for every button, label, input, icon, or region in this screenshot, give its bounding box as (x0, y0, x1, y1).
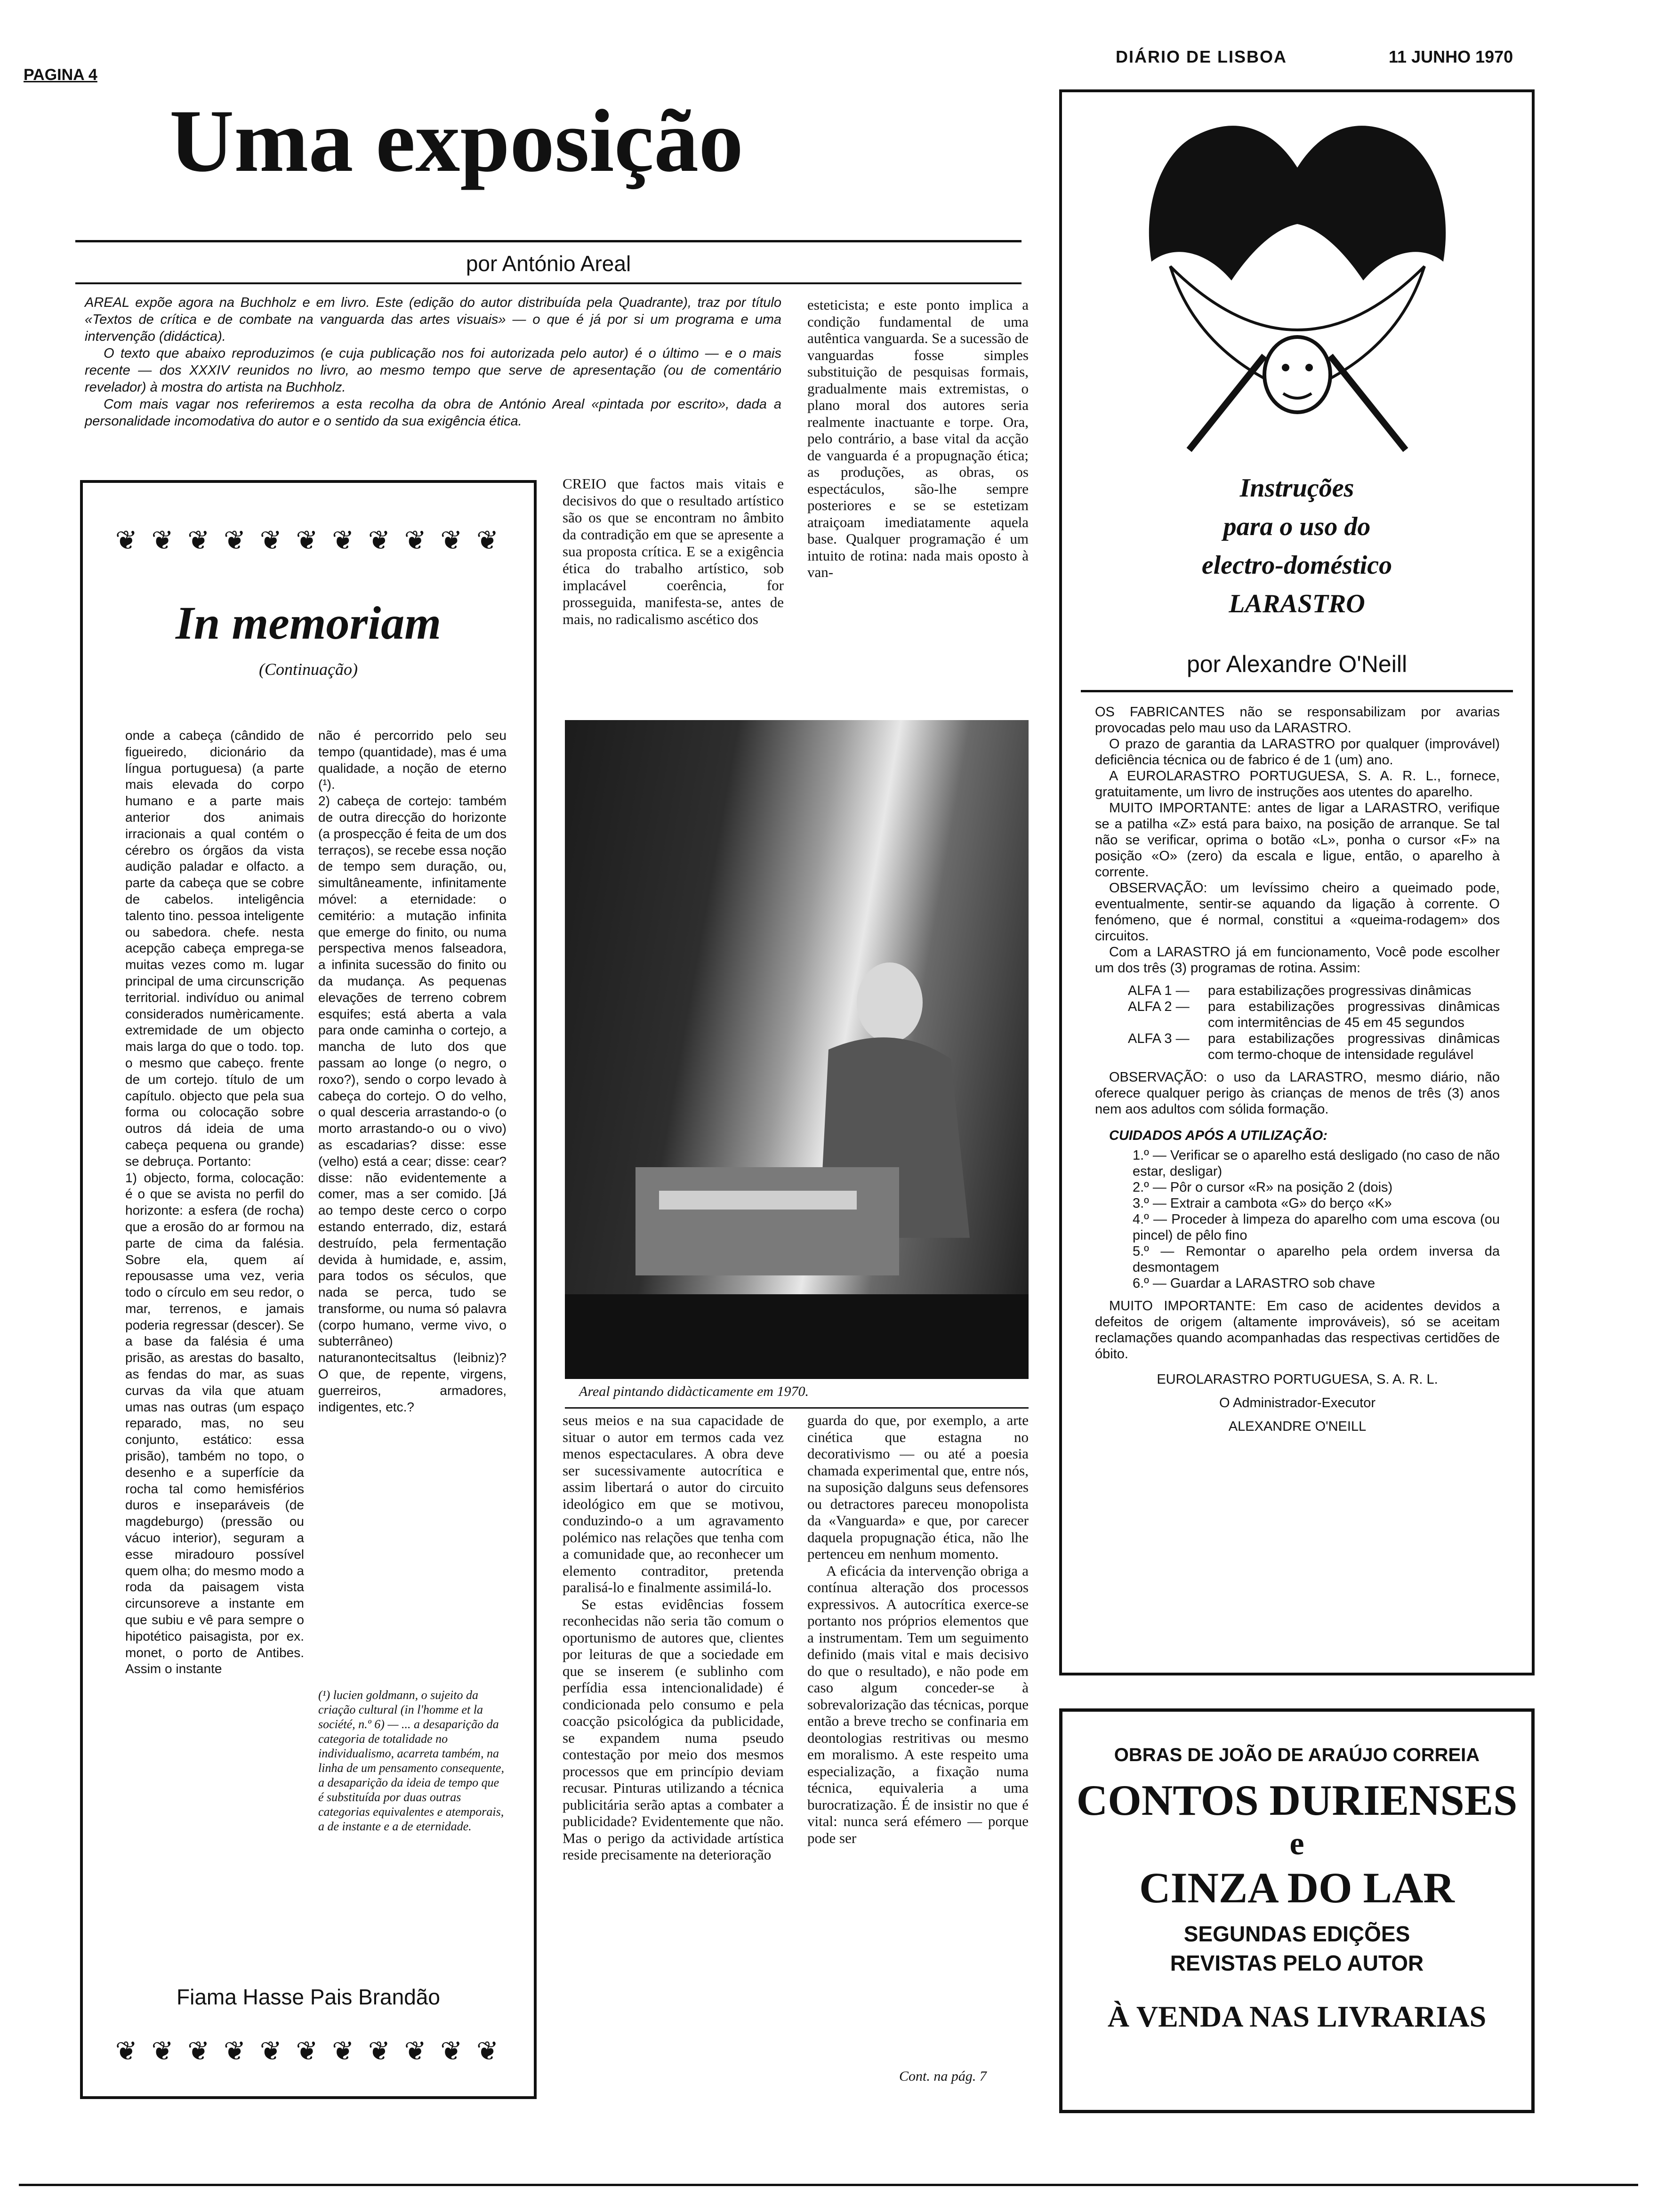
page-label: PAGINA 4 (24, 66, 97, 84)
ornament-bottom-icon: ❦ ❦ ❦ ❦ ❦ ❦ ❦ ❦ ❦ ❦ ❦ (115, 2036, 502, 2067)
page-date: 11 JUNHO 1970 (1389, 47, 1513, 66)
memoriam-footnote: (¹) lucien goldmann, o sujeito da criação cultural (in l'homme et la société, n.º 6) — ... a desaparição da categoria de totalidade no individualismo, acarreta também, na linha de um pensamento consequente, a desaparição da ideia de tempo que é substituída por duas outras categorias equivalentes e atemporais, a de instante e a de eternidade. (318, 1688, 504, 1833)
larastro-title-line: electro-doméstico (1201, 551, 1392, 580)
program-item (1128, 983, 1500, 999)
ad-author-line: OBRAS DE JOÃO DE ARAÚJO CORREIA (1114, 1745, 1480, 1765)
program-desc: para estabilizações progressivas dinâmicas (1208, 983, 1472, 998)
caption-rule (565, 1407, 1029, 1409)
continued-note: Cont. na pág. 7 (899, 2068, 987, 2084)
program-list (1128, 983, 1500, 1063)
article-column-c (563, 1412, 784, 2094)
article-byline: por António Areal (466, 251, 631, 276)
article-column-b: esteticista; e este ponto implica a condição fundamental de uma autêntica vanguarda. Se a sucessão de vanguardas fosse simples substituição de pesquisas formais, gradualmente mais extremistas, o plano moral dos autores seria realmente inactuante e torpe. Ora, pelo contrário, a base vital da acção de vanguarda é a propugnação ética; as produções, as obras, os espectáculos, são-lhe sempre posteriores e se se estetizam atraiçoam imediatamente aquela base. Qualquer programação é um intuito de rotina: nada mais oposto à van- (807, 297, 1029, 580)
ad-revised: REVISTAS PELO AUTOR (1170, 1951, 1424, 1975)
larastro-title-line: Instruções (1239, 473, 1354, 503)
larastro-byline: por Alexandre O'Neill (1186, 651, 1408, 677)
care-item: 3.º — Extrair a cambota «G» do berço «K» (1133, 1196, 1392, 1211)
program-desc: para estabilizações progressivas dinâmicas com termo-choque de intensidade regulável (1208, 1031, 1500, 1062)
signature-name: ALEXANDRE O'NEILL (1228, 1419, 1367, 1434)
care-item: 6.º — Guardar a LARASTRO sob chave (1133, 1276, 1375, 1291)
larastro-body (1095, 704, 1500, 1435)
memoriam-column-left: onde a cabeça (cândido de figueiredo, dicionário da língua portuguesa) (a parte mais elevada do corpo humano e a parte mais anterior dos animais irracionais a qual contém o cérebro os órgãos da vista audição paladar e olfacto. a parte da cabeça que se cobre de cabelos. inteligência talento tino. pessoa inteligente ou sabedora. chefe. nesta acepção cabeça emprega-se muitas vezes como m. lugar principal de uma circunscrição territorial. indivíduo ou animal considerados numèricamente. extremidade de um objecto mais larga do que o todo. top. o mesmo que cabeço. frente de um cortejo. título de um capítulo. objecto que pela sua forma ou colocação sobre outros dá ideia de uma cabeça pequena ou grande) se debruça. Portanto: 1) objecto, forma, colocação: é o que se avista no perfil do horizonte: a esfera (de rocha) que a erosão do ar formou na parte de cima da falésia. Sobre ela, quem aí repousasse uma vez, veria todo o círculo em seu redor, o mar, terrenos, e jamais poderia regressar (descer). Se a base da falésia é uma prisão, as arestas do basalto, as fendas do mar, as suas curvas da vila que atuam umas nas outras (um espaço reparado, mas, no seu conjunto, estático: essa prisão), também no topo, o desenho e a superfície da rocha tal como hemisférios duros e inseparáveis (de magdeburgo) (pressão ou vácuo interior), seguram a esse miradouro possível quem olha; do mesmo modo a roda da paisagem vista circunsoreve a instante em que subiu e vê para sempre o hipotético paisagista, por ex. monet, o porto de Antibes. Assim o instante (125, 728, 304, 1676)
larastro-title (1062, 469, 1532, 623)
larastro-paragraph: O prazo de garantia da LARASTRO por qualquer (improvável) deficiência técnica ou de fabrico é de 1 (um) ano. (1095, 737, 1500, 768)
col-d-para: A eficácia da intervenção obriga a contínua alteração dos processos expressivos. A autocrítica exerce-se portanto nos próprios elementos que a instrumentam. Tem um seguimento definido (mais vital e mais decisivo do que o resultado), e não pode em caso algum conceder-se à sobrevalorização das técnicas, porque então a breve trecho se confinaria em deontologias restritivas ou mesmo em moralismo. A este respeito uma especialização, a fixação numa técnica, equivaleria a uma burocratização. É de insistir no que é vital: nunca será efémero — porque pode ser (807, 1562, 1029, 1846)
program-name: ALFA 3 — (1128, 1031, 1190, 1046)
photo-caption: Areal pintando didàcticamente em 1970. (579, 1384, 809, 1399)
article-column-a: CREIO que factos mais vitais e decisivos do que o resultado artístico são os que se encontram no âmbito da contradição em que se apresente a sua proposta crítica. E se a exigência ética do trabalho artístico, sob implacável coerência, for prosseguida, manifesta-se, antes de mais, no radicalismo ascético dos (563, 475, 784, 627)
painter-figure-icon (565, 720, 1029, 1379)
program-item (1128, 999, 1500, 1031)
larastro-title-line: LARASTRO (1229, 589, 1365, 618)
care-item: 2.º — Pôr o cursor «R» na posição 2 (dois) (1133, 1180, 1393, 1195)
artist-photo (565, 720, 1029, 1379)
bottom-rule (19, 2184, 1638, 2186)
memoriam-author: Fiama Hasse Pais Brandão (177, 1985, 440, 2009)
larastro-paragraph: Com a LARASTRO já em funcionamento, Você pode escolher um dos três (3) programas de rotina. Assim: (1095, 945, 1500, 976)
program-item (1128, 1031, 1500, 1063)
ad-on-sale: À VENDA NAS LIVRARIAS (1107, 2000, 1487, 2033)
signature-company: EUROLARASTRO PORTUGUESA, S. A. R. L. (1157, 1372, 1438, 1387)
intro-paragraph: AREAL expõe agora na Buchholz e em livro. Este (edição do autor distribuída pela Quadrante), traz por título «Textos de crítica e de combate na vanguarda das artes visuais» — o que é já por si um programa e uma intervenção (didáctica). (85, 295, 781, 344)
larastro-paragraph: OBSERVAÇÃO: um levíssimo cheiro a queimado pode, eventualmente, sentir-se aquando da ligação à corrente. O fenómeno, que é normal, constitui a «queima-rodagem» dos circuitos. (1095, 881, 1500, 944)
larastro-paragraph: A EUROLARASTRO PORTUGUESA, S. A. R. L., fornece, gratuitamente, um livro de instruções aos utentes do aparelho. (1095, 769, 1500, 800)
ad-book-title-2: CINZA DO LAR (1139, 1864, 1455, 1912)
page-title: Uma exposição (169, 92, 744, 191)
larastro-paragraph: OS FABRICANTES não se responsabilizam por avarias provocadas pelo mau uso da LARASTRO. (1095, 705, 1500, 736)
col-c-para: Se estas evidências fossem reconhecidas não seria tão comum o oportunismo de autores que, clientes por leituras de que a sociedade em que se inserem (e sublinho com perfídia essa intencionalidade) é condicionada pelo consumo e pela coacção psicológica da publicidade, se expandem numa pseudo contestação por meio dos mesmos processos que em princípio deviam recusar. Pinturas utilizando a técnica publicitária serão aptas a combater a publicidade? Evidentemente que não. Mas o perigo da actividade artística reside precisamente na deterioração (563, 1595, 784, 1863)
care-title: CUIDADOS APÓS A UTILIZAÇÃO: (1109, 1128, 1327, 1143)
memoriam-title: In memoriam (176, 597, 441, 649)
ad-conjunction: e (1289, 1826, 1304, 1862)
care-item: 4.º — Proceder à limpeza do aparelho com uma escova (ou pincel) de pêlo fino (1133, 1212, 1500, 1243)
ad-editions: SEGUNDAS EDIÇÕES (1183, 1922, 1410, 1946)
intro-paragraph: Com mais vagar nos referiremos a esta recolha da obra de António Areal «pintada por escrito», dada a personalidade incomodativa do autor e o sentido da sua exigência ética. (85, 397, 781, 429)
care-item: 5.º — Remontar o aparelho pela ordem inversa da desmontagem (1133, 1244, 1500, 1275)
article-intro (85, 294, 781, 430)
program-name: ALFA 1 — (1128, 983, 1190, 998)
larastro-box (1059, 89, 1535, 1675)
newspaper-name: DIÁRIO DE LISBOA (1116, 47, 1287, 66)
col-d-para: guarda do que, por exemplo, a arte cinética que estagna no decorativismo — ou até a poesia chamada experimental que, entre nós, na suposição dalguns seus defensores ou detractores pareceu monopolista da «Vanguarda» e que, por carecer daquela propugnação ética, não lhe pertenceu em nenhum momento. (807, 1412, 1029, 1562)
ad-book-title-1: CONTOS DURIENSES (1076, 1776, 1518, 1824)
care-list (1133, 1147, 1500, 1291)
larastro-rule (1081, 690, 1513, 692)
in-memoriam-box (80, 480, 537, 2099)
title-rule (75, 240, 1022, 242)
memoriam-column-right: não é percorrido pelo seu tempo (quantidade), mas é uma qualidade, a noção de eterno (¹). 2) cabeça de cortejo: também de outra direcção do horizonte (a prospecção é feita de um dos terraços), se recebe essa noção de tempo sem duração, ou, simultâneamente, infinitamente móvel: a eternidade: o cemitério: a mutação infinita que emerge do finito, ou numa perspectiva menos falseadora, a infinita sucessão do finito ou da mudança. As pequenas elevações de terreno cobrem esquifes; está aberta a vala para onde caminha o cortejo, a mancha de luto dos que passam ao longe (o negro, o roxo?), sendo o corpo levado à cabeça do cortejo. O do velho, o qual desceria arrastando-o (o morto arrastando-o ou o vivo) as escadarias? disse: esse (velho) está a cear; disse: cear? disse: não evidentemente a comer, mas a ser comido. [Já ao tempo deste cerco o corpo estando enterrado, diz, estará destruído, pela fermentação devida à humidade, e, assim, para todos os séculos, que nada se perca, tudo se transforme, ou numa só palavra (corpo humano, verme vivo, o subterrâneo) naturanontecitsaltus (leibniz)? O que, de repente, virgens, guerreiros, armadores, indigentes, etc.? (318, 728, 507, 1414)
book-ad-box (1059, 1708, 1535, 2113)
angel-illustration-icon (1133, 111, 1462, 478)
program-desc: para estabilizações progressivas dinâmicas com intermitências de 45 em 45 segundos (1208, 999, 1500, 1030)
larastro-title-line: para o uso do (1223, 512, 1371, 541)
larastro-observation: OBSERVAÇÃO: o uso da LARASTRO, mesmo diário, não oferece qualquer perigo às crianças de menos de três (3) anos nem aos adultos com sólida formação. (1095, 1070, 1500, 1117)
article-column-d (807, 1412, 1029, 2071)
signature-role: O Administrador-Executor (1219, 1395, 1375, 1411)
byline-rule (75, 282, 1022, 284)
memoriam-subtitle: (Continuação) (259, 660, 358, 679)
care-item: 1.º — Verificar se o aparelho está desligado (no caso de não estar, desligar) (1133, 1148, 1500, 1179)
ornament-top-icon: ❦ ❦ ❦ ❦ ❦ ❦ ❦ ❦ ❦ ❦ ❦ (115, 525, 502, 556)
intro-paragraph: O texto que abaixo reproduzimos (e cuja publicação nos foi autorizada pelo autor) é o último — e o mais recente — dos XXXIV reunidos no livro, ao mesmo tempo que serve de apresentação (ou de comentário revelador) à mostra do artista na Buchholz. (85, 346, 781, 395)
col-c-para: seus meios e na sua capacidade de situar o autor em termos cada vez menos espectaculares. A obra deve ser sucessivamente autocrítica e assim libertará o autor do circuito ideológico em que se motivou, conduzindo-o a um agravamento polémico nas relações que tenha com a comunidade que, ao reconhecer um elemento contraditor, pretenda paralisá-lo e finalmente assimilá-lo. (563, 1412, 784, 1595)
program-name: ALFA 2 — (1128, 999, 1190, 1014)
larastro-paragraph: MUITO IMPORTANTE: antes de ligar a LARASTRO, verifique se a patilha «Z» está para baixo, na posição de arranque. Se tal não se verificar, oprima o botão «L», ponha o cursor «F» na posição «O» (zero) da escala e ligue, então, o aparelho à corrente. (1095, 801, 1500, 880)
larastro-important: MUITO IMPORTANTE: Em caso de acidentes devidos a defeitos de origem (altamente improváveis), só se aceitam reclamações quando acompanhadas das respectivas certidões de óbito. (1095, 1298, 1500, 1362)
